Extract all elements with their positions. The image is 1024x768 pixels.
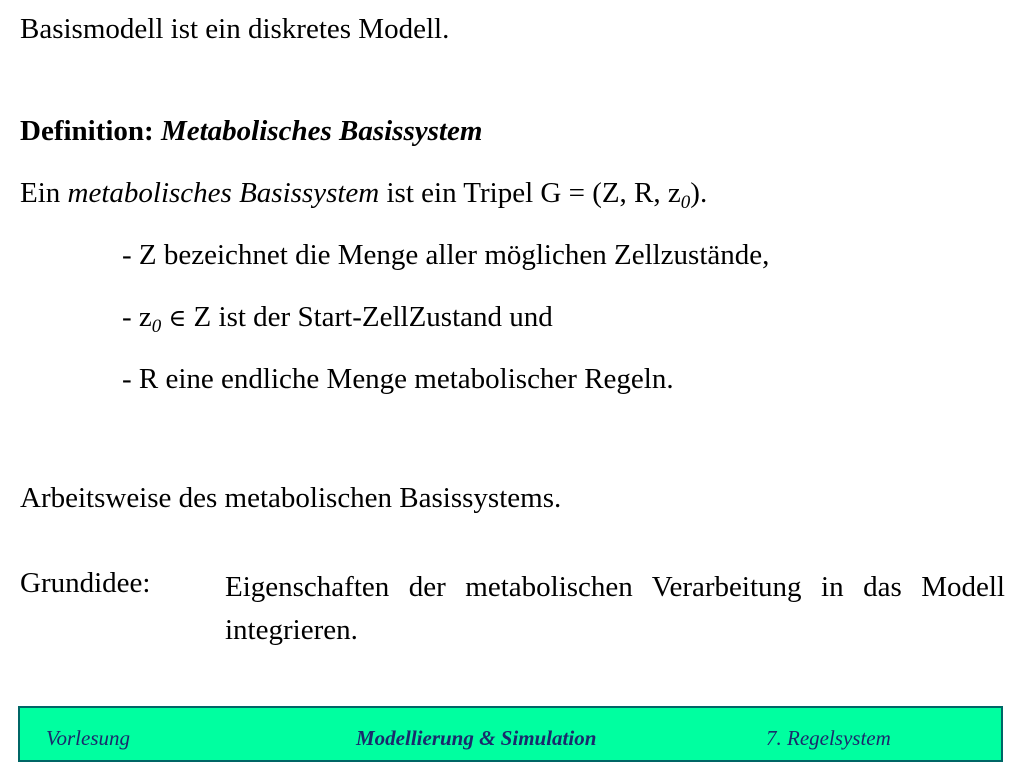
grundidee-text: Eigenschaften der metabolischen Verarbeitung in das Modell integrieren. xyxy=(225,571,1005,646)
element-of-symbol: ∈ xyxy=(168,304,187,332)
grundidee-label: Grundidee: xyxy=(20,567,151,599)
footer-lecture: Vorlesung xyxy=(46,726,130,750)
footer-bar xyxy=(18,706,1003,762)
definition-sentence xyxy=(20,176,708,213)
list-item-z: - Z bezeichnet die Menge aller möglichen Zellzustände, xyxy=(122,239,770,271)
subscript-zero: 0 xyxy=(680,192,691,213)
definition-sentence-end: ). xyxy=(690,177,708,209)
footer-course-title: Modellierung & Simulation xyxy=(356,726,597,750)
definition-term: metabolisches Basissystem xyxy=(67,177,380,209)
list-item-z0-prefix: - z xyxy=(122,301,152,333)
definition-title: Metabolisches Basissystem xyxy=(160,115,483,147)
arbeitsweise-text: Arbeitsweise des metabolischen Basissystems. xyxy=(20,482,562,514)
footer-chapter: 7. Regelsystem xyxy=(766,726,891,750)
definition-label: Definition: xyxy=(20,115,154,147)
definition-sentence-start: Ein xyxy=(20,177,68,209)
definition-heading xyxy=(20,114,482,148)
list-item-r: - R eine endliche Menge metabolischer Regeln. xyxy=(122,363,674,395)
subscript-zero: 0 xyxy=(151,316,162,337)
definition-sentence-mid: ist ein Tripel G = (Z, R, z xyxy=(379,177,681,209)
intro-text: Basismodell ist ein diskretes Modell. xyxy=(20,13,450,45)
list-item-z0 xyxy=(122,300,553,335)
list-item-z0-text: Z ist der Start-ZellZustand und xyxy=(186,301,553,333)
